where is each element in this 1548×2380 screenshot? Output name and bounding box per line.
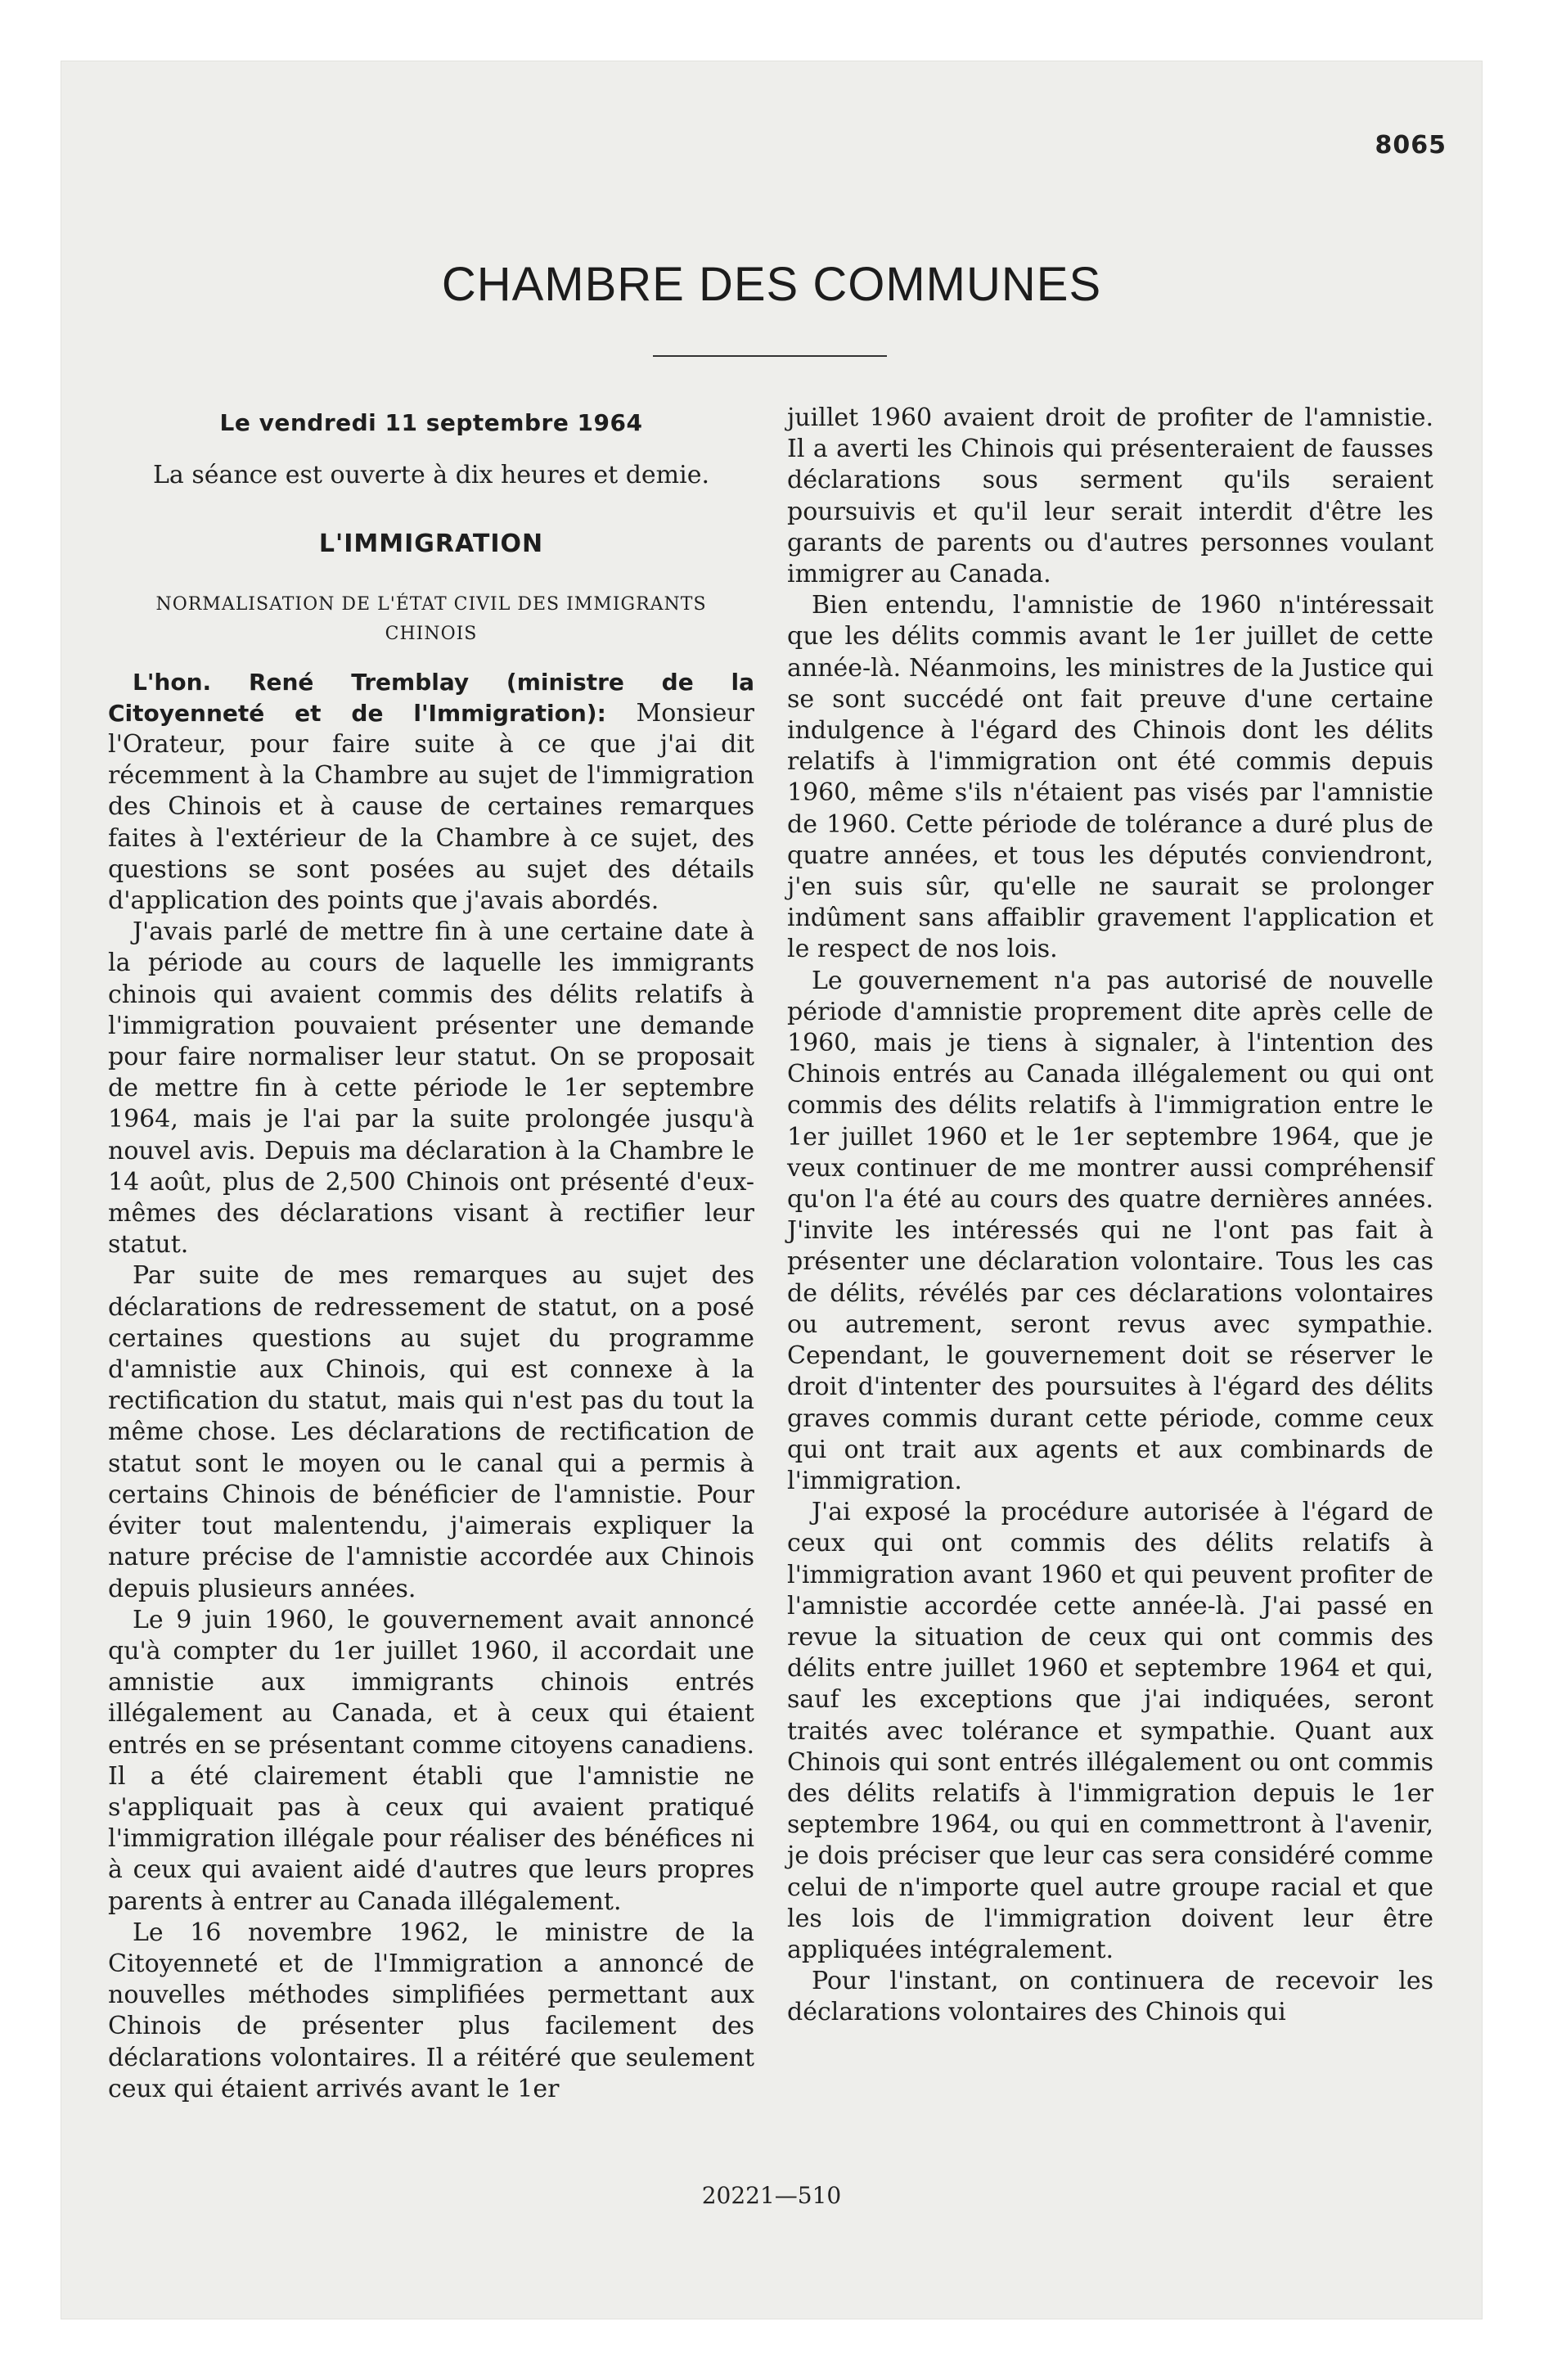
print-job-number: 20221—510 bbox=[701, 2182, 842, 2209]
subsection-title: NORMALISATION DE L'ÉTAT CIVIL DES IMMIGRANTS CHINOIS bbox=[155, 593, 707, 644]
scanned-page bbox=[61, 61, 1483, 2319]
speaker-name: L'hon. René Tremblay (ministre de la Citoyenneté et de l'Immigration): bbox=[108, 668, 754, 727]
masthead-divider bbox=[653, 355, 887, 357]
speech-paragraph-9: J'ai exposé la procédure autorisée à l'égard de ceux qui ont commis des délits relatifs à l'immigration avant 1960 et qui peuvent profiter de l'amnistie accordée cette année-là. J'ai passé en revue la situation de ceux qui ont commis des délits entre juillet 1960 et septembre 1964 et qui, sauf les exceptions que j'ai indiquées, seront traités avec tolérance et sympathie. Quant aux Chinois qui sont entrés illégalement ou ont commis des délits relatifs à l'immigration depuis le 1er septembre 1964, ou qui en commettront à l'avenir, je dois préciser que leur cas sera considéré comme celui de n'importe quel autre groupe racial et que les lois de l'immigration doivent leur être appliquées intégralement. bbox=[787, 1498, 1433, 1964]
speech-paragraph-2: J'avais parlé de mettre fin à une certaine date à la période au cours de laquelle les immigrants chinois qui avaient commis des délits relatifs à l'immigration pouvaient présenter une demande pour faire normaliser leur statut. On se proposait de mettre fin à cette période le 1er septembre 1964, mais je l'ai par la suite prolongée jusqu'à nouvel avis. Depuis ma déclaration à la Chambre le 14 août, plus de 2,500 Chinois ont présenté d'eux-mêmes des déclarations visant à rectifier leur statut. bbox=[108, 917, 754, 1260]
opening-line: La séance est ouverte à dix heures et demie. bbox=[152, 461, 710, 490]
speech-paragraph-3: Par suite de mes remarques au sujet des déclarations de redressement de statut, on a posé certaines questions au sujet du programme d'amnistie aux Chinois, qui est connexe à la rectification du statut, mais qui n'est pas du tout la même chose. Les déclarations de rectification de statut sont le moyen ou le canal qui a permis à certains Chinois de bénéficier de l'amnistie. Pour éviter tout malentendu, j'aimerais expliquer la nature précise de l'amnistie accordée aux Chinois depuis plusieurs années. bbox=[108, 1261, 754, 1603]
speech-paragraph-8: Le gouvernement n'a pas autorisé de nouvelle période d'amnistie proprement dite après celle de 1960, mais je tiens à signaler, à l'intention des Chinois entrés au Canada illégalement ou qui ont commis des délits relatifs à l'immigration entre le 1er juillet 1960 et le 1er septembre 1964, que je veux continuer de me montrer aussi compréhensif qu'on l'a été au cours des quatre dernières années. J'invite les intéressés qui ne l'ont pas fait à présenter une déclaration volontaire. Tous les cas de délits, révélés par ces déclarations volontaires ou autrement, seront revus avec sympathie. Cependant, le gouvernement doit se réserver le droit d'intenter des poursuites à l'égard des délits graves commis durant cette période, comme ceux qui ont trait aux agents et aux combinards de l'immigration. bbox=[787, 966, 1433, 1495]
page-number: 8065 bbox=[1375, 131, 1447, 160]
speech-paragraph-5: Le 16 novembre 1962, le ministre de la Citoyenneté et de l'Immigration a annoncé de nouvelles méthodes simplifiées permettant aux Chinois de présenter plus facilement des déclarations volontaires. Il a réitéré que seulement ceux qui étaient arrivés avant le 1er bbox=[108, 1918, 754, 2103]
masthead-title: CHAMBRE DES COMMUNES bbox=[441, 258, 1102, 311]
speech-paragraph-1-text: Monsieur l'Orateur, pour faire suite à ce que j'ai dit récemment à la Chambre au sujet de l'immigration des Chinois et à cause de certaines remarques faites à l'extérieur de la Chambre à ce sujet, des questions se sont posées au sujet des détails d'application des points que j'avais abordés. bbox=[108, 698, 754, 916]
left-column bbox=[108, 403, 754, 2105]
right-column bbox=[787, 403, 1433, 2029]
speech-paragraph-1 bbox=[108, 667, 754, 917]
section-title: L'IMMIGRATION bbox=[318, 530, 544, 559]
speech-paragraph-7: Bien entendu, l'amnistie de 1960 n'intéressait que les délits commis avant le 1er juillet de cette année-là. Néanmoins, les ministres de la Justice qui se sont succédé ont fait preuve d'une certaine indulgence à l'égard des Chinois dont les délits relatifs à l'immigration ont été commis depuis 1960, même s'ils n'étaient pas visés par l'amnistie de 1960. Cette période de tolérance a duré plus de quatre années, et tous les députés conviendront, j'en suis sûr, qu'elle ne saurait se prolonger indûment sans affaiblir gravement l'application et le respect de nos lois. bbox=[787, 591, 1433, 964]
sitting-date: Le vendredi 11 septembre 1964 bbox=[219, 409, 643, 436]
speech-paragraph-4: Le 9 juin 1960, le gouvernement avait annoncé qu'à compter du 1er juillet 1960, il accordait une amnistie aux immigrants chinois entrés illégalement au Canada, et à ceux qui étaient entrés en se présentant comme citoyens canadiens. Il a été clairement établi que l'amnistie ne s'appliquait pas à ceux qui avaient pratiqué l'immigration illégale pour réaliser des bénéfices ni à ceux qui avaient aidé d'autres que leurs propres parents à entrer au Canada illégalement. bbox=[108, 1605, 754, 1916]
speech-paragraph-6: juillet 1960 avaient droit de profiter de l'amnistie. Il a averti les Chinois qui présenteraient de fausses déclarations sous serment qu'ils seraient poursuivis et qu'il leur serait interdit d'être les garants de parents ou d'autres personnes voulant immigrer au Canada. bbox=[787, 403, 1433, 589]
speech-paragraph-10: Pour l'instant, on continuera de recevoir les déclarations volontaires des Chinois qui bbox=[787, 1967, 1433, 2027]
